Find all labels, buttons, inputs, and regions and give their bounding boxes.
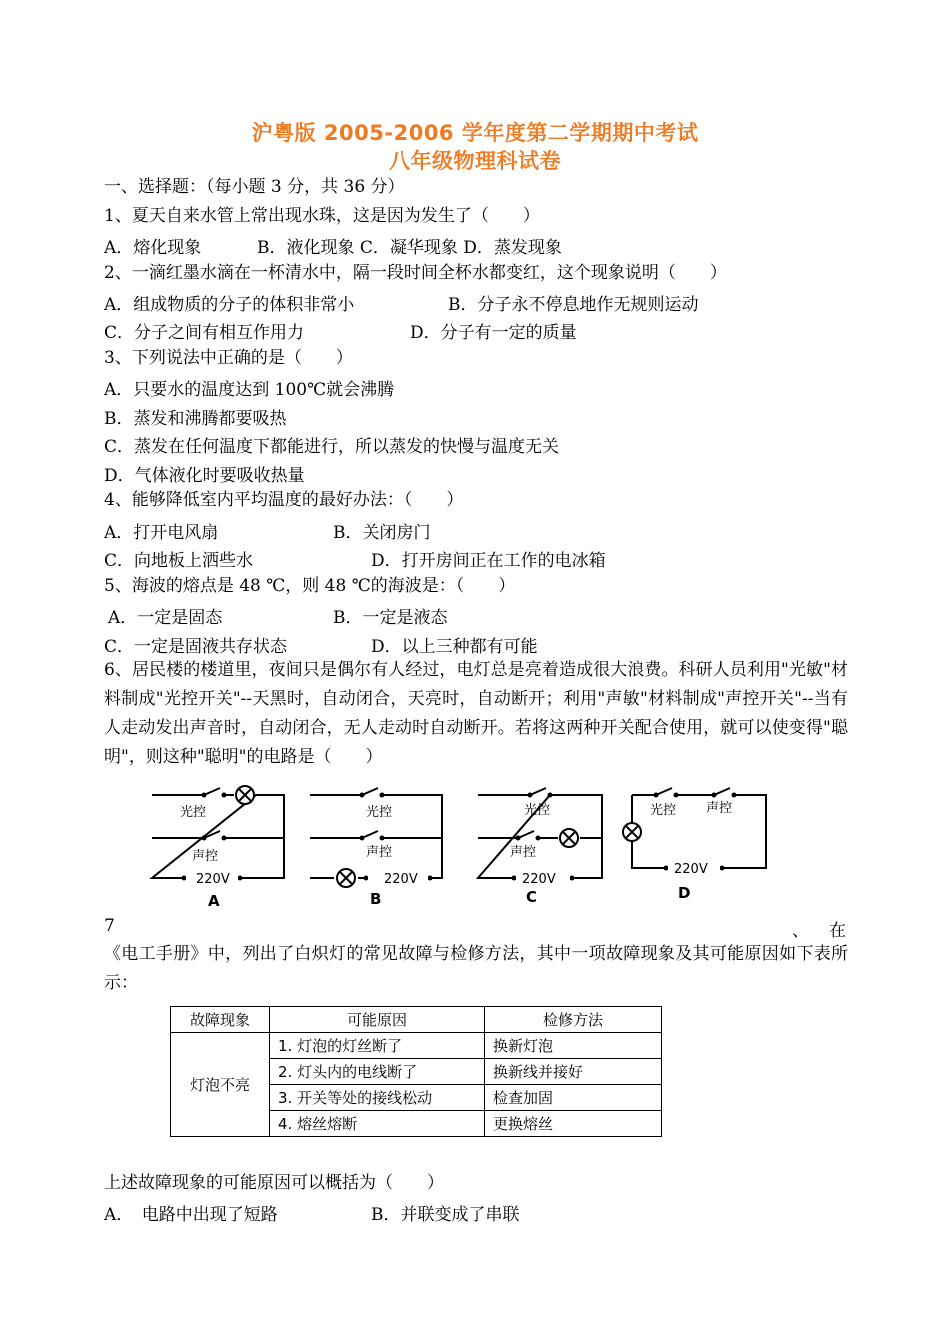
- q3-option-d: D．气体液化时要吸收热量: [104, 466, 305, 486]
- section-heading: 一、选择题：（每小题 3 分，共 36 分）: [104, 177, 405, 197]
- q4-option-b: B．关闭房门: [333, 523, 431, 543]
- label-light-b: 光控: [366, 805, 393, 820]
- method-cell: 检查加固: [485, 1085, 662, 1111]
- caption-d: D: [678, 884, 691, 902]
- exam-subtitle: 八年级物理科试卷: [389, 149, 561, 173]
- question-1: 1、夏天自来水管上常出现水珠，这是因为发生了（ ）: [104, 206, 540, 226]
- q7-option-b: B．并联变成了串联: [371, 1205, 520, 1225]
- q5-option-b: B．一定是液态: [333, 608, 448, 628]
- symptom-cell: 灯泡不亮: [171, 1033, 270, 1137]
- fault-table: [170, 1006, 662, 1137]
- q2-option-d: D．分子有一定的质量: [410, 323, 577, 343]
- table-row: [171, 1033, 662, 1059]
- q5-option-d: D．以上三种都有可能: [371, 637, 538, 657]
- q4-option-d: D．打开房间正在工作的电冰箱: [371, 551, 606, 571]
- label-sound-d: 声控: [706, 801, 733, 816]
- q3-option-a: A．只要水的温度达到 100℃就会沸腾: [104, 380, 395, 400]
- question-7-stem: 《电工手册》中，列出了白炽灯的常见故障与检修方法，其中一项故障现象及其可能原因如下表所示：: [104, 944, 848, 993]
- question-4: 4、能够降低室内平均温度的最好办法：（ ）: [104, 490, 464, 510]
- q2-option-b: B．分子永不停息地作无规则运动: [448, 295, 699, 315]
- q1-option-a: A．熔化现象: [104, 238, 202, 258]
- question-7-mark: 、: [792, 921, 809, 941]
- q4-option-a: A．打开电风扇: [104, 523, 219, 543]
- label-light-c: 光控: [524, 803, 551, 818]
- q2-option-c: C．分子之间有相互作用力: [104, 323, 305, 343]
- q7-option-a: A． 电路中出现了短路: [104, 1205, 278, 1225]
- circuit-diagrams: [140, 780, 780, 910]
- question-3: 3、下列说法中正确的是（ ）: [104, 348, 353, 368]
- cause-cell: 1. 灯泡的灯丝断了: [270, 1033, 485, 1059]
- method-cell: 更换熔丝: [485, 1111, 662, 1137]
- table-header-row: [171, 1007, 662, 1033]
- question-7-number: 7: [104, 916, 115, 936]
- q4-option-c: C．向地板上洒些水: [104, 551, 254, 571]
- q5-option-a: A．一定是固态: [108, 608, 223, 628]
- question-2: 2、一滴红墨水滴在一杯清水中，隔一段时间全杯水都变红，这个现象说明（ ）: [104, 263, 727, 283]
- label-sound-a: 声控: [192, 849, 219, 864]
- cause-cell: 3. 开关等处的接线松动: [270, 1085, 485, 1111]
- cause-cell: 2. 灯头内的电线断了: [270, 1059, 485, 1085]
- q1-option-bcd: B．液化现象 C．凝华现象 D．蒸发现象: [257, 238, 562, 258]
- header-symptom: 故障现象: [171, 1007, 270, 1033]
- q3-option-b: B．蒸发和沸腾都要吸热: [104, 409, 287, 429]
- cause-cell: 4. 熔丝熔断: [270, 1111, 485, 1137]
- label-light-a: 光控: [180, 805, 207, 820]
- header-method: 检修方法: [485, 1007, 662, 1033]
- question-5: 5、海波的熔点是 48 ℃，则 48 ℃的海波是：（ ）: [104, 576, 516, 596]
- caption-c: C: [526, 888, 538, 906]
- caption-a: A: [208, 892, 220, 910]
- method-cell: 换新线并接好: [485, 1059, 662, 1085]
- label-voltage-a: 220V: [196, 872, 230, 887]
- label-light-d: 光控: [650, 803, 677, 818]
- question-7-summary: 上述故障现象的可能原因可以概括为（ ）: [104, 1173, 444, 1193]
- exam-title: 沪粤版 2005-2006 学年度第二学期期中考试: [251, 121, 699, 145]
- label-voltage-b: 220V: [384, 872, 418, 887]
- label-voltage-c: 220V: [522, 872, 556, 887]
- method-cell: 换新灯泡: [485, 1033, 662, 1059]
- header-cause: 可能原因: [270, 1007, 485, 1033]
- q5-option-c: C．一定是固液共存状态: [104, 637, 288, 657]
- q3-option-c: C．蒸发在任何温度下都能进行，所以蒸发的快慢与温度无关: [104, 437, 560, 457]
- caption-b: B: [370, 890, 382, 908]
- label-sound-b: 声控: [366, 845, 393, 860]
- q2-option-a: A．组成物质的分子的体积非常小: [104, 295, 355, 315]
- question-6: 6、居民楼的楼道里，夜间只是偶尔有人经过，电灯总是亮着造成很大浪费。科研人员利用"光敏"材料制成"光控开关"--天黑时，自动闭合，天亮时，自动断开；利用"声敏"材料制成"声控开关"--当有人走动发出声音时，自动闭合，无人走动时自动断开。若将这两种开关配合使用，就可以使变得"聪明"，则这种"聪明"的电路是（ ）: [104, 660, 848, 767]
- label-voltage-d: 220V: [674, 862, 708, 877]
- question-7-zai: 在: [829, 921, 846, 941]
- label-sound-c: 声控: [510, 845, 537, 860]
